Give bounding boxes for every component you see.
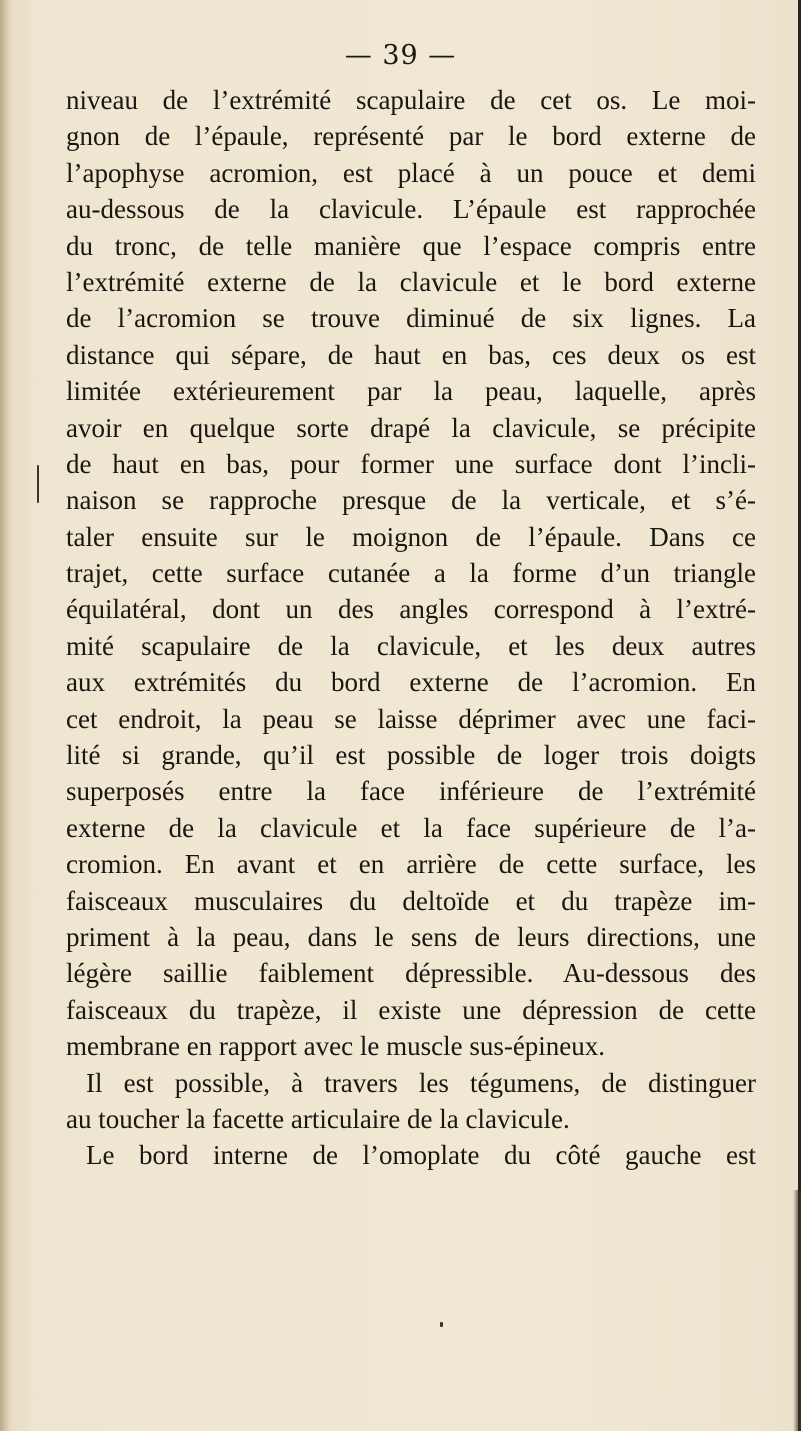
- page-number-header: — 39 —: [344, 40, 457, 71]
- text-line: limitée extérieurement par la peau, laquelle, après: [66, 376, 756, 407]
- page-right-edge-dark: [793, 1190, 801, 1431]
- text-line: aux extrémités du bord externe de l’acromion. En: [66, 667, 756, 698]
- text-line: de l’acromion se trouve diminué de six lignes. La: [66, 303, 756, 334]
- body-text: [66, 82, 756, 1174]
- text-line: Le bord interne de l’omoplate du côté gauche est: [86, 1140, 756, 1171]
- ink-speck: [440, 1322, 443, 1327]
- text-line: naison se rapproche presque de la verticale, et s’é-: [66, 485, 756, 516]
- text-line: cromion. En avant et en arrière de cette surface, les: [66, 849, 756, 880]
- text-line: équilatéral, dont un des angles correspond à l’extré-: [66, 594, 756, 625]
- margin-ink-mark: [37, 465, 39, 503]
- text-line: niveau de l’extrémité scapulaire de cet os. Le moi-: [66, 85, 756, 115]
- text-line: de haut en bas, pour former une surface dont l’incli-: [66, 448, 756, 479]
- text-line: gnon de l’épaule, représenté par le bord externe de: [66, 121, 756, 152]
- text-line: avoir en quelque sorte drapé la clavicule, se précipite: [66, 412, 756, 443]
- text-line: faisceaux du trapèze, il existe une dépression de cette: [66, 994, 756, 1025]
- text-line: distance qui sépare, de haut en bas, ces deux os est: [66, 339, 756, 370]
- text-line: au toucher la facette articulaire de la clavicule.: [66, 1103, 570, 1134]
- text-line: cet endroit, la peau se laisse déprimer avec une faci-: [66, 703, 756, 734]
- page-left-edge-shadow: [0, 0, 10, 1431]
- text-line: du tronc, de telle manière que l’espace compris entre: [66, 230, 756, 261]
- text-line: légère saillie faiblement dépressible. Au-dessous des: [66, 958, 756, 989]
- text-line: au-dessous de la clavicule. L’épaule est rapprochée: [66, 194, 756, 225]
- text-line: trajet, cette surface cutanée a la forme d’un triangle: [66, 558, 756, 589]
- text-line: faisceaux musculaires du deltoïde et du trapèze im-: [66, 885, 756, 916]
- text-line: l’extrémité externe de la clavicule et le bord externe: [66, 266, 756, 297]
- text-line: externe de la clavicule et la face supérieure de l’a-: [66, 812, 756, 843]
- text-line: Il est possible, à travers les tégumens, de distinguer: [86, 1067, 756, 1098]
- text-line: mité scapulaire de la clavicule, et les deux autres: [66, 630, 756, 661]
- text-line: lité si grande, qu’il est possible de loger trois doigts: [66, 740, 756, 771]
- text-line: superposés entre la face inférieure de l’extrémité: [66, 776, 756, 807]
- text-line: priment à la peau, dans le sens de leurs directions, une: [66, 921, 756, 952]
- text-line: l’apophyse acromion, est placé à un pouce et demi: [66, 157, 756, 188]
- text-line: membrane en rapport avec le muscle sus-épineux.: [66, 1031, 606, 1062]
- text-line: taler ensuite sur le moignon de l’épaule. Dans ce: [66, 521, 756, 552]
